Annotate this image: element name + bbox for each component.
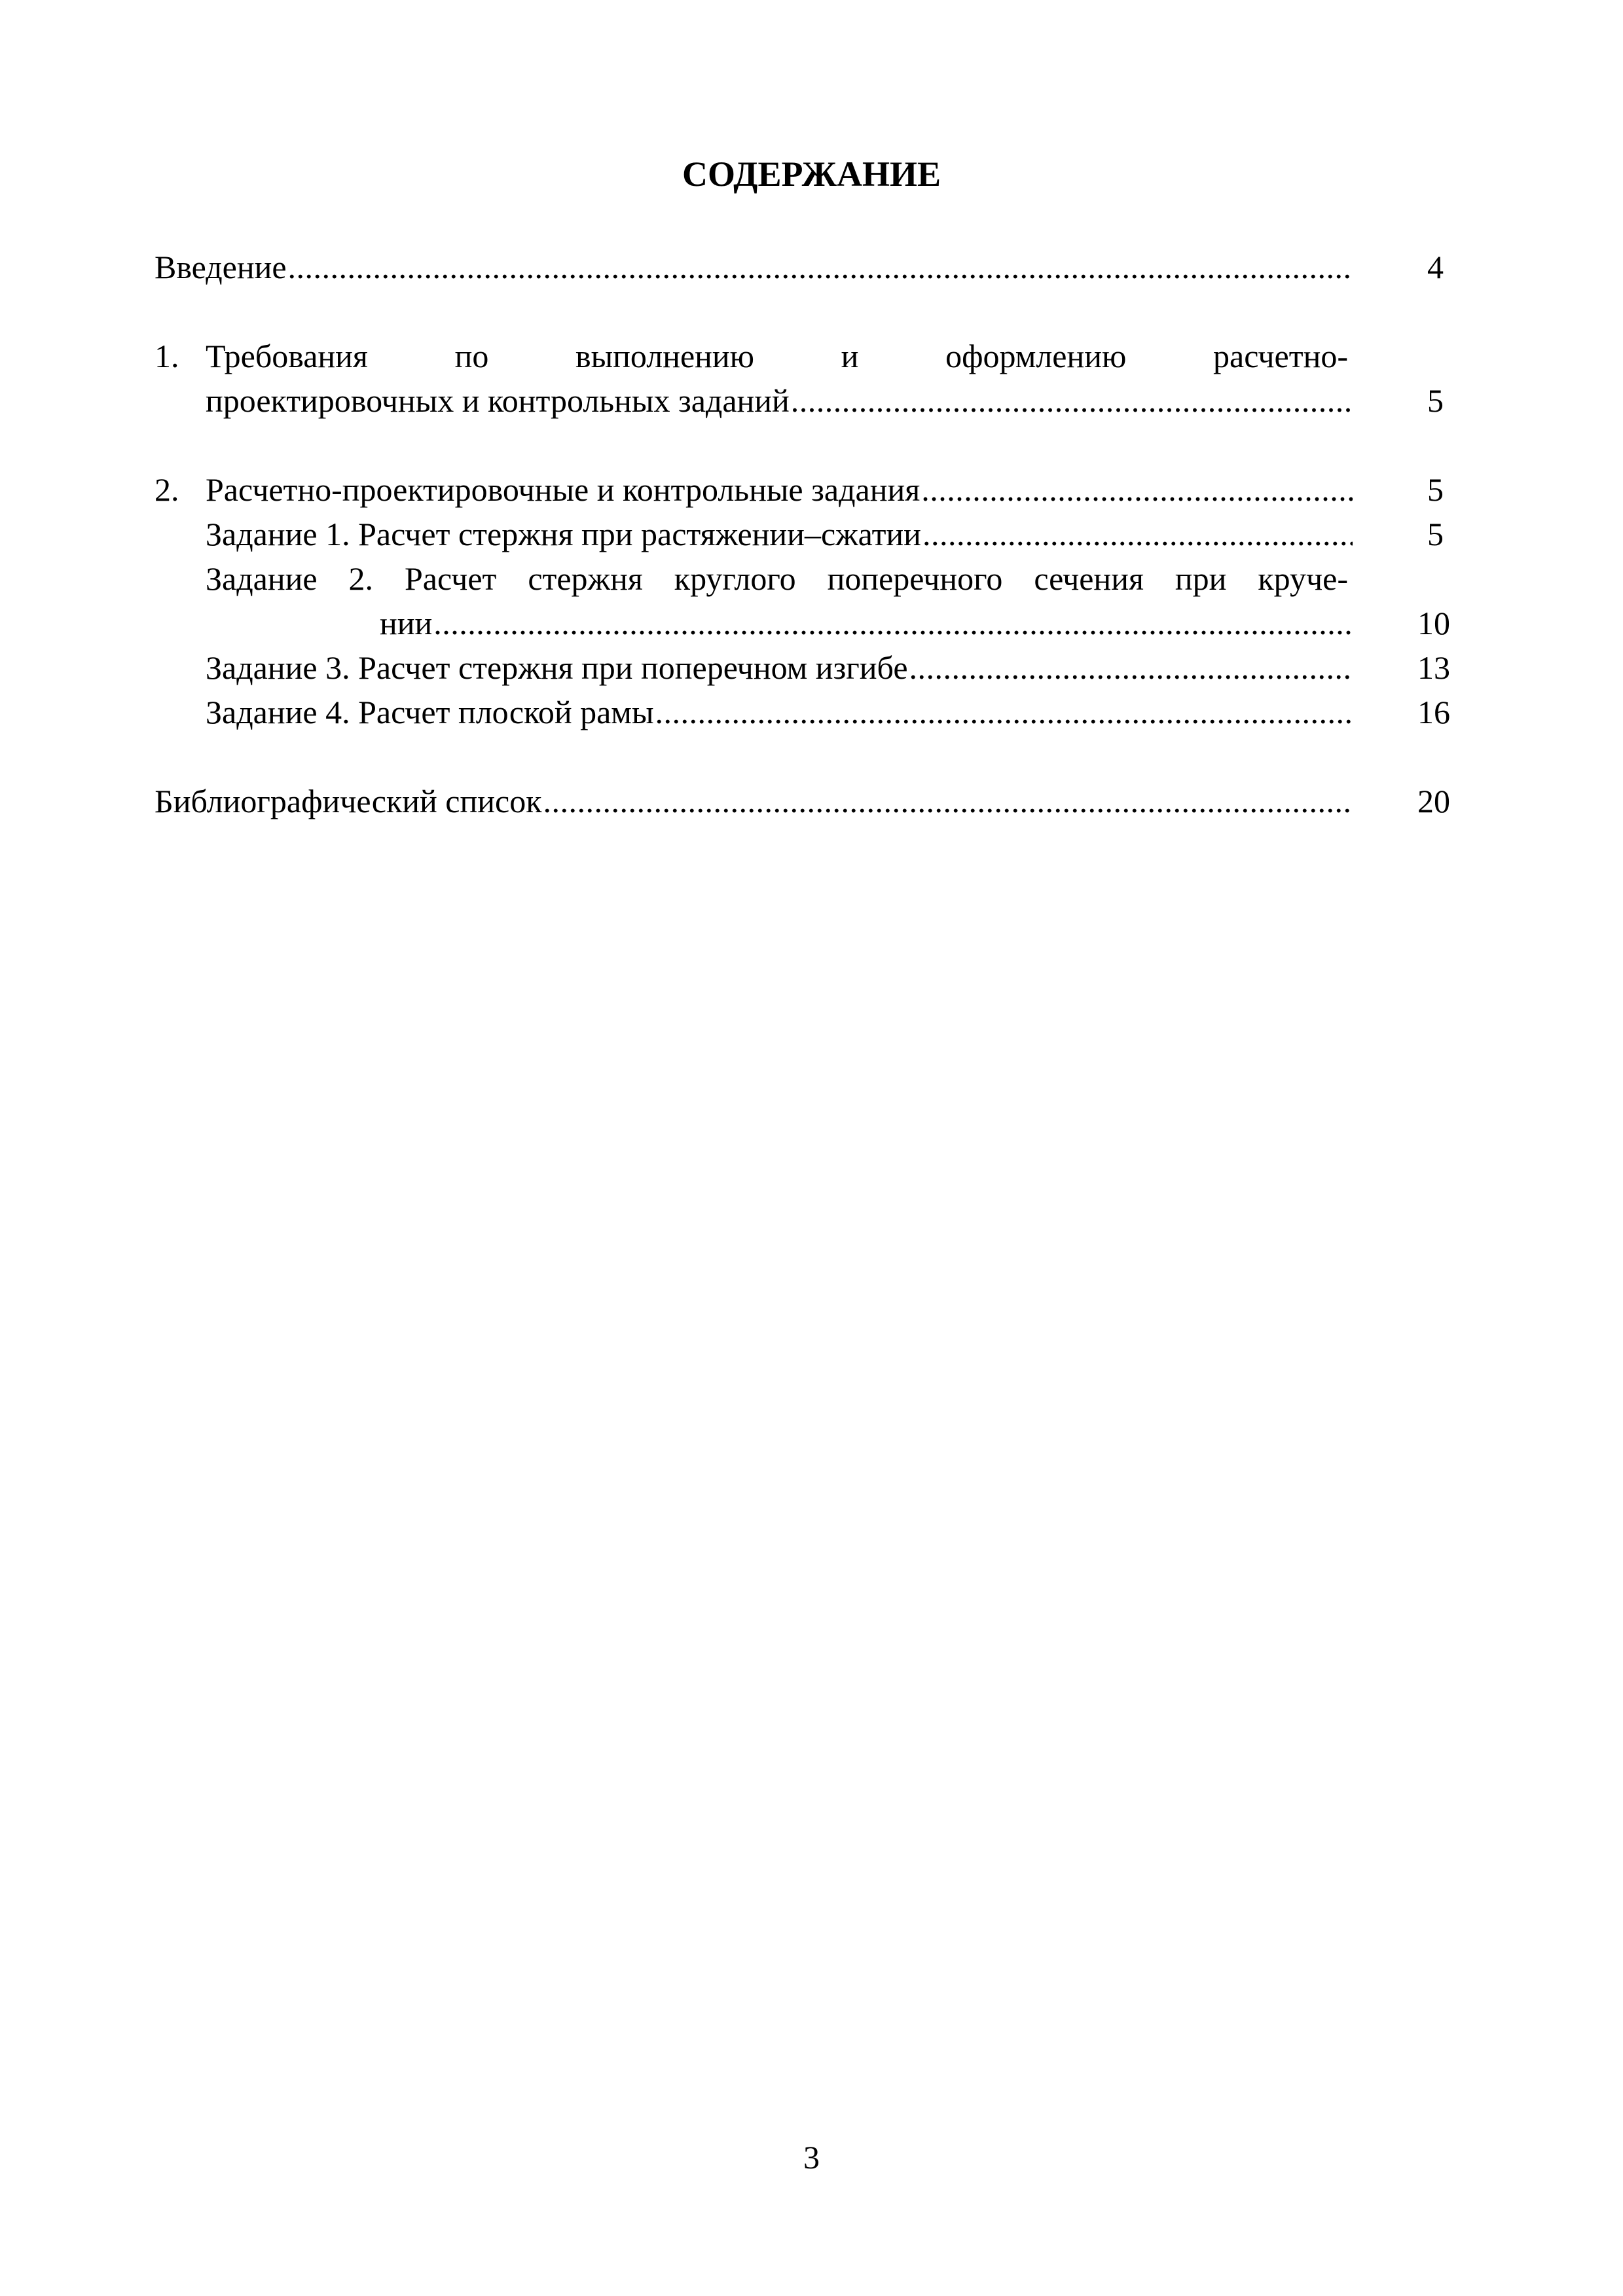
- toc-entry-title: нии: [380, 605, 433, 641]
- toc-entry-section2[interactable]: [206, 467, 1353, 512]
- toc-entry-title: проектировочных и контрольных заданий: [206, 382, 790, 419]
- toc-entry-section1-line1[interactable]: Требования по выполнению и оформлению расчетно-: [206, 338, 1348, 374]
- toc-leader-dots: [921, 467, 1353, 512]
- toc-leader-dots: [909, 645, 1353, 690]
- toc-entry-task-4[interactable]: [206, 690, 1353, 734]
- toc-entry-title: Библиографический список: [155, 783, 542, 819]
- section-number: 2.: [155, 471, 179, 508]
- toc-entry-title: Введение: [155, 249, 287, 285]
- toc-entry-title: Задание 1. Расчет стержня при растяжении–сжатии: [206, 516, 921, 552]
- toc-entry-task-1[interactable]: [206, 512, 1353, 556]
- toc-page-number: 10: [1417, 605, 1450, 641]
- toc-entry-title: Расчетно-проектировочные и контрольные задания: [206, 471, 921, 508]
- toc-page-number: 5: [1427, 516, 1444, 552]
- toc-page-number: 13: [1417, 649, 1450, 686]
- toc-entry-section1[interactable]: [206, 378, 1353, 423]
- toc-page-number: 5: [1427, 382, 1444, 419]
- toc-entry-task-2-line1[interactable]: Задание 2. Расчет стержня круглого поперечного сечения при круче-: [206, 560, 1348, 597]
- toc-leader-dots: [791, 378, 1353, 423]
- toc-entry-bibliography[interactable]: [155, 779, 1353, 823]
- toc-page-number: 4: [1427, 249, 1444, 285]
- toc-entry-title: Задание 4. Расчет плоской рамы: [206, 694, 654, 730]
- toc-leader-dots: [655, 690, 1353, 734]
- toc-entry-task-2[interactable]: [380, 601, 1353, 645]
- toc-leader-dots: [433, 601, 1353, 645]
- section-number: 1.: [155, 338, 179, 374]
- page-title: СОДЕРЖАНИЕ: [682, 154, 941, 194]
- toc-page-number: 20: [1417, 783, 1450, 819]
- toc-entry-title: Задание 3. Расчет стержня при поперечном изгибе: [206, 649, 908, 686]
- page-number: 3: [803, 2139, 820, 2176]
- toc-leader-dots: [922, 512, 1353, 556]
- toc-page-number: 16: [1417, 694, 1450, 730]
- toc-leader-dots: [288, 245, 1353, 289]
- toc-page-number: 5: [1427, 471, 1444, 508]
- toc-entry-intro[interactable]: [155, 245, 1353, 289]
- toc-entry-task-3[interactable]: [206, 645, 1353, 690]
- toc-leader-dots: [543, 779, 1353, 823]
